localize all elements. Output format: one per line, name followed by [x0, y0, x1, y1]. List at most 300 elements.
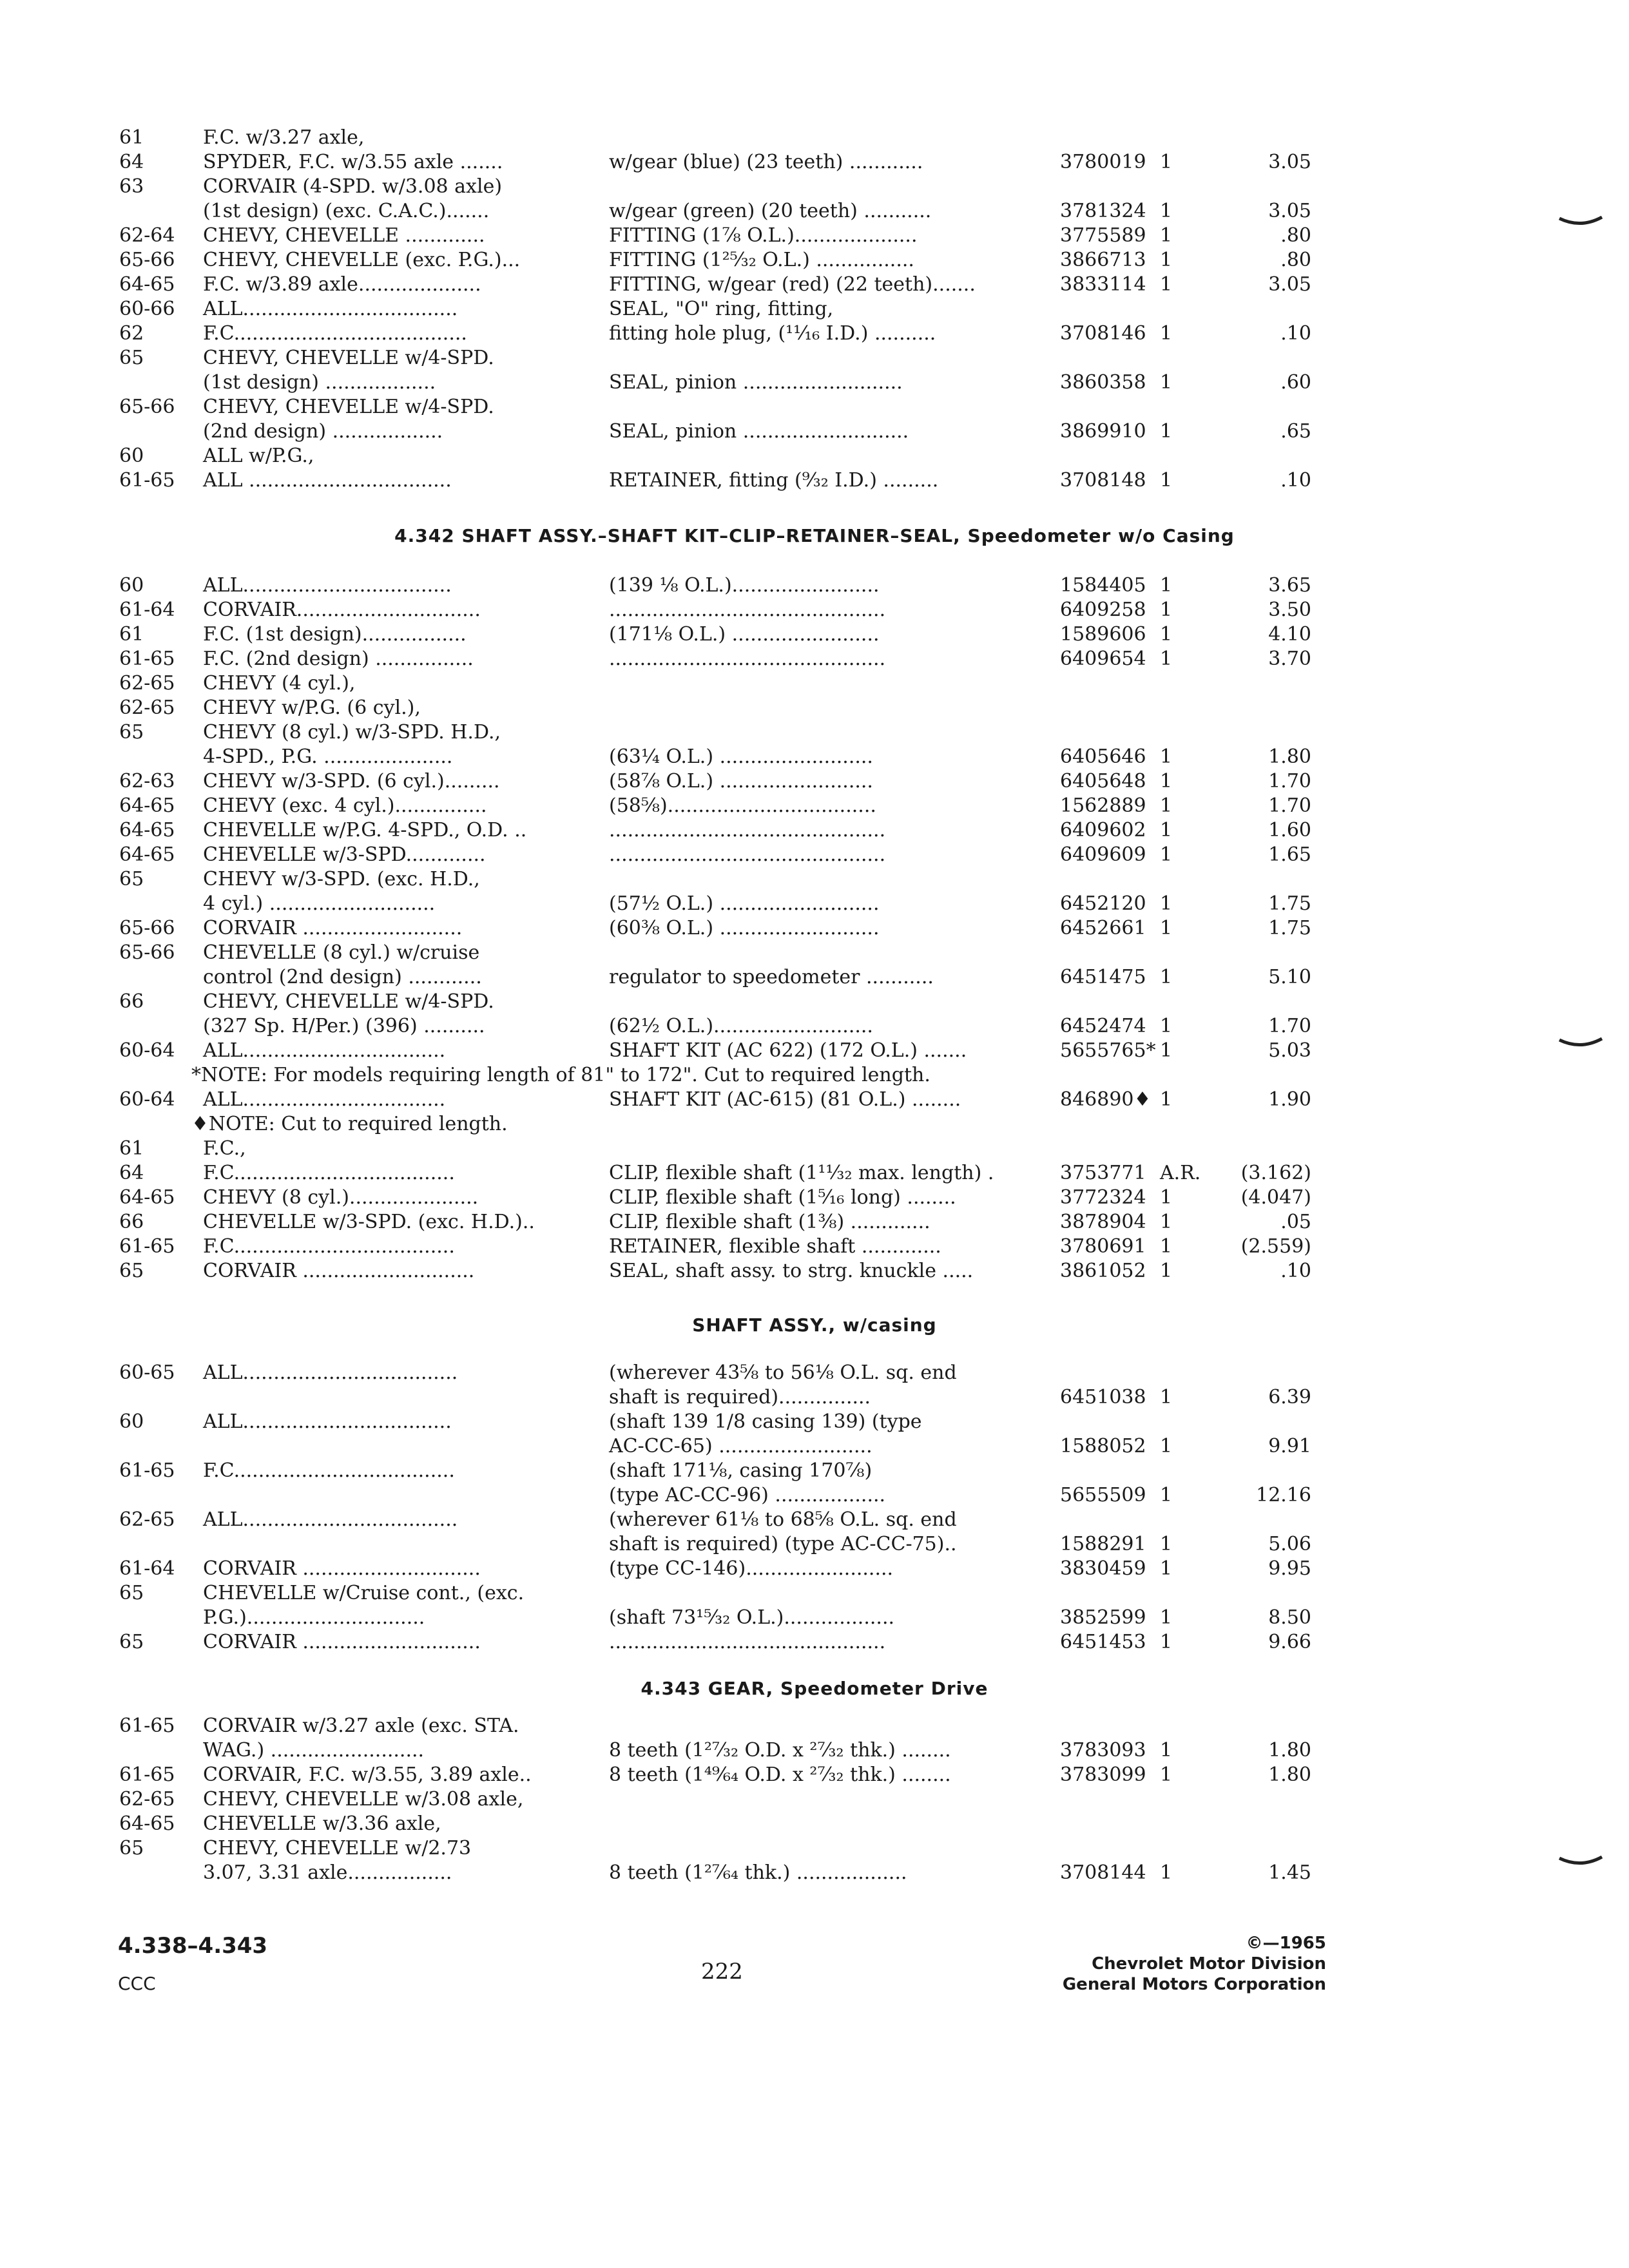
- model-name: CORVAIR..............................: [203, 599, 481, 621]
- table-row: [119, 941, 1279, 965]
- part-description: regulator to speedometer ...........: [609, 966, 934, 988]
- table-row: [119, 916, 1311, 941]
- table-row: [119, 419, 1311, 444]
- table-row: [119, 818, 1311, 843]
- table-row: [119, 1259, 1311, 1283]
- list-price: 8.50: [1268, 1606, 1311, 1629]
- model-year: 61-65: [119, 1763, 175, 1786]
- gear-section: [119, 1714, 1311, 1885]
- table-row: [119, 892, 1311, 916]
- table-row: [119, 1532, 1311, 1557]
- table-row: [119, 199, 1311, 224]
- part-description: AC-CC-65) .........................: [609, 1435, 872, 1457]
- table-row: [119, 1410, 1279, 1434]
- model-year: 64-65: [119, 273, 175, 296]
- part-number: 3708146: [1060, 322, 1146, 345]
- quantity: 1: [1160, 200, 1173, 222]
- model-name: F.C....................................: [203, 1459, 455, 1482]
- quantity: 1: [1160, 966, 1173, 988]
- part-description: CLIP, flexible shaft (1¹¹⁄₃₂ max. length) .: [609, 1162, 994, 1184]
- quantity: 1: [1160, 794, 1173, 817]
- part-description: w/gear (green) (20 teeth) ...........: [609, 200, 932, 222]
- model-name: P.G.).............................: [203, 1606, 425, 1629]
- model-year: 64: [119, 1162, 144, 1184]
- part-description: (139 ⅛ O.L.)........................: [609, 574, 880, 597]
- part-number: 6405646: [1060, 745, 1146, 768]
- part-description: SEAL, pinion ...........................: [609, 420, 909, 443]
- note-line: ♦NOTE: Cut to required length.: [191, 1113, 508, 1135]
- list-price: 1.80: [1268, 1763, 1311, 1786]
- part-description: .............................................: [609, 599, 886, 621]
- part-description: (wherever 61⅛ to 68⅝ O.L. sq. end: [609, 1508, 957, 1531]
- quantity: 1: [1160, 1533, 1173, 1555]
- quantity: 1: [1160, 1631, 1173, 1653]
- part-description: (62½ O.L.)..........................: [609, 1015, 873, 1037]
- part-number: 3852599: [1060, 1606, 1146, 1629]
- quantity: 1: [1160, 1557, 1173, 1580]
- model-name: (1st design) (exc. C.A.C.).......: [203, 200, 490, 222]
- part-number: 3783093: [1060, 1739, 1146, 1762]
- model-year: 65-66: [119, 917, 175, 939]
- model-name: CORVAIR .............................: [203, 1557, 481, 1580]
- quantity: 1: [1160, 371, 1173, 394]
- model-year: 61-65: [119, 1459, 175, 1482]
- model-name: CHEVY (8 cyl.).....................: [203, 1186, 479, 1209]
- model-year: 61-65: [119, 469, 175, 492]
- model-year: 66: [119, 990, 144, 1013]
- model-name: 4-SPD., P.G. .....................: [203, 745, 453, 768]
- model-year: 65: [119, 1837, 144, 1860]
- part-number: 3772324: [1060, 1186, 1146, 1209]
- part-number: 6451453: [1060, 1631, 1146, 1653]
- model-year: 60: [119, 445, 144, 467]
- model-year: 62-64: [119, 224, 175, 247]
- quantity: 1: [1160, 151, 1173, 173]
- list-price: .80: [1280, 224, 1311, 247]
- model-name: CHEVY, CHEVELLE w/3.08 axle,: [203, 1788, 524, 1811]
- list-price: .80: [1280, 249, 1311, 271]
- footer-corporation: General Motors Corporation: [1062, 1975, 1326, 1994]
- list-price: 1.65: [1268, 843, 1311, 866]
- model-name: CHEVELLE (8 cyl.) w/cruise: [203, 941, 480, 964]
- part-description: 8 teeth (1⁴⁹⁄₆₄ O.D. x ²⁷⁄₃₂ thk.) ........: [609, 1763, 951, 1786]
- list-price: .10: [1280, 1260, 1311, 1282]
- part-description: 8 teeth (1²⁷⁄₆₄ thk.) ..................: [609, 1861, 907, 1884]
- model-name: CORVAIR ..........................: [203, 917, 463, 939]
- list-price: 1.80: [1268, 745, 1311, 768]
- model-name: ALL .................................: [203, 469, 452, 492]
- model-year: 61: [119, 623, 144, 646]
- part-description: SHAFT KIT (AC-615) (81 O.L.) ........: [609, 1088, 961, 1111]
- table-row: [119, 322, 1311, 346]
- part-description: SEAL, pinion ..........................: [609, 371, 903, 394]
- model-name: (2nd design) ..................: [203, 420, 443, 443]
- model-name: F.C. w/3.89 axle....................: [203, 273, 481, 296]
- part-description: (type CC-146)........................: [609, 1557, 894, 1580]
- table-row: [119, 1763, 1311, 1787]
- quantity: 1: [1160, 249, 1173, 271]
- table-row: [119, 598, 1311, 622]
- model-year: 65-66: [119, 249, 175, 271]
- table-row: [119, 720, 1279, 745]
- table-row: [119, 224, 1311, 248]
- part-description: (57½ O.L.) ..........................: [609, 892, 880, 915]
- list-price: 12.16: [1256, 1484, 1311, 1506]
- model-name: CHEVELLE w/3-SPD.............: [203, 843, 486, 866]
- list-price: .65: [1280, 420, 1311, 443]
- table-row: [119, 1557, 1311, 1581]
- list-price: 5.10: [1268, 966, 1311, 988]
- model-name: F.C.,: [203, 1137, 246, 1160]
- table-row: [119, 1088, 1311, 1112]
- model-year: 62-63: [119, 770, 175, 793]
- footer-section-range: 4.338–4.343: [118, 1933, 268, 1959]
- list-price: 3.05: [1268, 151, 1311, 173]
- table-row: [119, 1361, 1279, 1385]
- table-row: [119, 297, 1279, 322]
- footer-code: CCC: [118, 1973, 156, 1994]
- part-number: 3753771: [1060, 1162, 1146, 1184]
- part-number: 3860358: [1060, 371, 1146, 394]
- quantity: 1: [1160, 1739, 1173, 1762]
- part-description: fitting hole plug, (¹¹⁄₁₆ I.D.) ..........: [609, 322, 936, 345]
- punch-mark: [1558, 216, 1603, 229]
- part-number: 3781324: [1060, 200, 1146, 222]
- list-price: .05: [1280, 1211, 1311, 1233]
- table-row: [119, 867, 1279, 892]
- section-heading-shaft-casing: SHAFT ASSY., w/casing: [692, 1314, 937, 1336]
- part-description: .............................................: [609, 843, 886, 866]
- table-row: [119, 126, 1279, 150]
- model-year: 66: [119, 1211, 144, 1233]
- model-name: CHEVY, CHEVELLE (exc. P.G.)...: [203, 249, 521, 271]
- part-number: 1589606: [1060, 623, 1146, 646]
- model-name: CORVAIR (4-SPD. w/3.08 axle): [203, 175, 503, 198]
- model-year: 60-66: [119, 298, 175, 320]
- model-name: CHEVY (exc. 4 cyl.)...............: [203, 794, 487, 817]
- model-name: CORVAIR, F.C. w/3.55, 3.89 axle..: [203, 1763, 532, 1786]
- part-description: (shaft 139 1/8 casing 139) (type: [609, 1410, 922, 1433]
- note-line: *NOTE: For models requiring length of 81" to 172". Cut to required length.: [191, 1064, 930, 1086]
- list-price: 1.80: [1268, 1739, 1311, 1762]
- table-row: [119, 1714, 1279, 1738]
- model-name: CHEVY, CHEVELLE .............: [203, 224, 485, 247]
- part-number: 3780691: [1060, 1235, 1146, 1258]
- table-row: [119, 273, 1311, 297]
- table-row: [119, 769, 1311, 794]
- part-number: 6409602: [1060, 819, 1146, 841]
- list-price: 1.75: [1268, 892, 1311, 915]
- quantity: 1: [1160, 1861, 1173, 1884]
- part-number: 6451475: [1060, 966, 1146, 988]
- list-price: 1.70: [1268, 770, 1311, 793]
- page-number: 222: [701, 1959, 743, 1984]
- part-number: 5655765*: [1060, 1039, 1156, 1062]
- part-number: 6451038: [1060, 1386, 1146, 1408]
- model-name: ALL w/P.G.,: [203, 445, 314, 467]
- table-row: [119, 1812, 1279, 1836]
- list-price: 3.05: [1268, 273, 1311, 296]
- table-row: [119, 1186, 1311, 1210]
- part-number: 6405648: [1060, 770, 1146, 793]
- quantity: 1: [1160, 892, 1173, 915]
- model-year: 61-65: [119, 1235, 175, 1258]
- quantity: 1: [1160, 574, 1173, 597]
- model-year: 64-65: [119, 1812, 175, 1835]
- model-name: ALL..................................: [203, 574, 452, 597]
- part-number: 3775589: [1060, 224, 1146, 247]
- part-description: FITTING (1⅞ O.L.)....................: [609, 224, 918, 247]
- part-number: 3878904: [1060, 1211, 1146, 1233]
- part-description: CLIP, flexible shaft (1⁵⁄₁₆ long) ........: [609, 1186, 956, 1209]
- part-description: SHAFT KIT (AC 622) (172 O.L.) .......: [609, 1039, 967, 1062]
- quantity: 1: [1160, 648, 1173, 670]
- quantity: 1: [1160, 1260, 1173, 1282]
- table-row: [119, 1385, 1311, 1410]
- list-price: 6.39: [1268, 1386, 1311, 1408]
- model-year: 62-65: [119, 1508, 175, 1531]
- quantity: 1: [1160, 770, 1173, 793]
- model-name: CHEVELLE w/P.G. 4-SPD., O.D. ..: [203, 819, 527, 841]
- part-description: RETAINER, fitting (⁹⁄₃₂ I.D.) .........: [609, 469, 939, 492]
- model-name: 4 cyl.) ...........................: [203, 892, 436, 915]
- quantity: 1: [1160, 819, 1173, 841]
- part-number: 1588052: [1060, 1435, 1146, 1457]
- table-row: [119, 346, 1279, 370]
- table-row: [119, 1235, 1311, 1259]
- quantity: 1: [1160, 843, 1173, 866]
- quantity: 1: [1160, 1186, 1173, 1209]
- quantity: 1: [1160, 322, 1173, 345]
- model-name: CHEVY, CHEVELLE w/2.73: [203, 1837, 472, 1860]
- quantity: 1: [1160, 1763, 1173, 1786]
- quantity: 1: [1160, 1435, 1173, 1457]
- table-row: [119, 370, 1311, 395]
- part-number: 1584405: [1060, 574, 1146, 597]
- part-description: .............................................: [609, 648, 886, 670]
- model-year: 64-65: [119, 1186, 175, 1209]
- part-description: RETAINER, flexible shaft .............: [609, 1235, 941, 1258]
- list-price: (3.162): [1240, 1162, 1311, 1184]
- table-row: [119, 965, 1311, 990]
- shaft-casing-section: [119, 1361, 1311, 1655]
- model-name: CHEVY, CHEVELLE w/4-SPD.: [203, 990, 494, 1013]
- table-row: [119, 745, 1311, 769]
- list-price: 4.10: [1268, 623, 1311, 646]
- part-number: 3869910: [1060, 420, 1146, 443]
- list-price: (4.047): [1240, 1186, 1311, 1209]
- list-price: (2.559): [1240, 1235, 1311, 1258]
- part-number: 6409654: [1060, 648, 1146, 670]
- table-row: [119, 1483, 1311, 1508]
- quantity: 1: [1160, 224, 1173, 247]
- model-year: 61: [119, 1137, 144, 1160]
- table-row: [119, 468, 1311, 493]
- part-number: 5655509: [1060, 1484, 1146, 1506]
- model-name: CHEVY, CHEVELLE w/4-SPD.: [203, 347, 494, 369]
- model-name: CHEVELLE w/Cruise cont., (exc.: [203, 1582, 525, 1604]
- list-price: .10: [1280, 469, 1311, 492]
- part-description: FITTING (1²⁵⁄₃₂ O.L.) ................: [609, 249, 914, 271]
- list-price: 1.70: [1268, 794, 1311, 817]
- part-number: 1562889: [1060, 794, 1146, 817]
- model-year: 65: [119, 347, 144, 369]
- quantity: 1: [1160, 745, 1173, 768]
- model-name: ALL..................................: [203, 1410, 452, 1433]
- quantity: 1: [1160, 420, 1173, 443]
- quantity: 1: [1160, 1039, 1173, 1062]
- part-description: (63¼ O.L.) .........................: [609, 745, 873, 768]
- part-description: (58⅝)..................................: [609, 794, 876, 817]
- table-row: [119, 573, 1311, 598]
- list-price: 5.06: [1268, 1533, 1311, 1555]
- quantity: 1: [1160, 1015, 1173, 1037]
- part-number: 3780019: [1060, 151, 1146, 173]
- table-row: [119, 444, 1279, 468]
- model-name: CHEVY (4 cyl.),: [203, 672, 356, 695]
- model-year: 61-64: [119, 1557, 175, 1580]
- section-heading-4-342: 4.342 SHAFT ASSY.–SHAFT KIT–CLIP–RETAINER–SEAL, Speedometer w/o Casing: [394, 525, 1235, 546]
- model-name: CHEVY w/3-SPD. (6 cyl.).........: [203, 770, 500, 793]
- model-year: 64-65: [119, 819, 175, 841]
- table-row: [119, 1836, 1279, 1861]
- model-year: 64: [119, 151, 144, 173]
- table-row: [119, 1459, 1279, 1483]
- table-row: [119, 843, 1311, 867]
- model-name: (1st design) ..................: [203, 371, 436, 394]
- list-price: 1.60: [1268, 819, 1311, 841]
- list-price: 1.45: [1268, 1861, 1311, 1884]
- part-description: (type AC-CC-96) ..................: [609, 1484, 886, 1506]
- model-year: 64-65: [119, 843, 175, 866]
- table-row: [119, 794, 1311, 818]
- table-row: [119, 1738, 1311, 1763]
- table-row: [119, 1161, 1311, 1186]
- list-price: 3.05: [1268, 200, 1311, 222]
- section-heading-4-343: 4.343 GEAR, Speedometer Drive: [641, 1678, 988, 1699]
- model-year: 60-65: [119, 1361, 175, 1384]
- fittings-section: [119, 126, 1311, 493]
- table-row: [119, 1861, 1311, 1885]
- model-year: 65-66: [119, 941, 175, 964]
- part-description: (shaft 171⅛, casing 170⅞): [609, 1459, 872, 1482]
- list-price: 9.66: [1268, 1631, 1311, 1653]
- part-description: (171⅛ O.L.) ........................: [609, 623, 880, 646]
- model-name: F.C....................................: [203, 1162, 455, 1184]
- table-row: [119, 671, 1279, 696]
- model-name: CHEVY (8 cyl.) w/3-SPD. H.D.,: [203, 721, 501, 744]
- model-name: CHEVELLE w/3.36 axle,: [203, 1812, 441, 1835]
- model-name: WAG.) .........................: [203, 1739, 425, 1762]
- part-description: (shaft 73¹⁵⁄₃₂ O.L.)..................: [609, 1606, 895, 1629]
- model-year: 65: [119, 1260, 144, 1282]
- list-price: 9.91: [1268, 1435, 1311, 1457]
- part-description: SEAL, shaft assy. to strg. knuckle .....: [609, 1260, 974, 1282]
- part-number: 3708144: [1060, 1861, 1146, 1884]
- quantity: 1: [1160, 1088, 1173, 1111]
- punch-mark: [1558, 1856, 1603, 1869]
- model-name: (327 Sp. H/Per.) (396) ..........: [203, 1015, 485, 1037]
- table-row: [119, 1039, 1311, 1063]
- model-year: 64-65: [119, 794, 175, 817]
- table-row: [119, 1434, 1311, 1459]
- model-name: F.C....................................: [203, 1235, 455, 1258]
- model-year: 61-65: [119, 1715, 175, 1737]
- model-year: 62-65: [119, 1788, 175, 1811]
- model-year: 60-64: [119, 1088, 175, 1111]
- part-description: 8 teeth (1²⁷⁄₃₂ O.D. x ²⁷⁄₃₂ thk.) ........: [609, 1739, 951, 1762]
- part-number: 3783099: [1060, 1763, 1146, 1786]
- model-name: CHEVY, CHEVELLE w/4-SPD.: [203, 396, 494, 418]
- part-number: 6452661: [1060, 917, 1146, 939]
- table-row: [119, 696, 1279, 720]
- part-description: CLIP, flexible shaft (1⅜) .............: [609, 1211, 930, 1233]
- quantity: 1: [1160, 1606, 1173, 1629]
- table-row: [119, 1581, 1279, 1606]
- list-price: 3.70: [1268, 648, 1311, 670]
- quantity: 1: [1160, 1484, 1173, 1506]
- part-description: shaft is required) (type AC-CC-75)..: [609, 1533, 957, 1555]
- part-description: (60⅜ O.L.) ..........................: [609, 917, 880, 939]
- punch-mark: [1558, 1037, 1603, 1050]
- quantity: 1: [1160, 917, 1173, 939]
- part-number: 6452474: [1060, 1015, 1146, 1037]
- table-row: [119, 1508, 1279, 1532]
- table-row: [119, 1210, 1311, 1235]
- model-name: CORVAIR .............................: [203, 1631, 481, 1653]
- list-price: 9.95: [1268, 1557, 1311, 1580]
- list-price: .10: [1280, 322, 1311, 345]
- model-name: ALL...................................: [203, 298, 458, 320]
- model-year: 62-65: [119, 672, 175, 695]
- model-name: CHEVELLE w/3-SPD. (exc. H.D.)..: [203, 1211, 535, 1233]
- table-row: [119, 1787, 1279, 1812]
- part-number: 6409609: [1060, 843, 1146, 866]
- model-year: 63: [119, 175, 144, 198]
- list-price: 3.50: [1268, 599, 1311, 621]
- model-name: ALL.................................: [203, 1039, 446, 1062]
- table-row: [119, 175, 1279, 199]
- model-year: 61-64: [119, 599, 175, 621]
- model-year: 61-65: [119, 648, 175, 670]
- table-row: [119, 1606, 1311, 1630]
- part-description: (58⅞ O.L.) .........................: [609, 770, 873, 793]
- list-price: .60: [1280, 371, 1311, 394]
- list-price: 5.03: [1268, 1039, 1311, 1062]
- model-year: 62-65: [119, 697, 175, 719]
- quantity: A.R.: [1160, 1162, 1201, 1184]
- part-description: FITTING, w/gear (red) (22 teeth).......: [609, 273, 976, 296]
- table-row: [119, 1014, 1311, 1039]
- quantity: 1: [1160, 1386, 1173, 1408]
- model-name: CORVAIR w/3.27 axle (exc. STA.: [203, 1715, 519, 1737]
- model-year: 65: [119, 868, 144, 890]
- list-price: 1.90: [1268, 1088, 1311, 1111]
- table-row: [119, 990, 1279, 1014]
- table-row: [119, 248, 1311, 273]
- list-price: 1.75: [1268, 917, 1311, 939]
- table-row: [119, 1137, 1279, 1161]
- quantity: 1: [1160, 599, 1173, 621]
- model-year: 60: [119, 1410, 144, 1433]
- footer-publisher: [1063, 1933, 1326, 1995]
- footer-copyright: ©—1965: [1246, 1934, 1326, 1953]
- list-price: 1.70: [1268, 1015, 1311, 1037]
- part-number: 3708148: [1060, 469, 1146, 492]
- table-row: [119, 622, 1311, 647]
- list-price: 3.65: [1268, 574, 1311, 597]
- model-name: ALL...................................: [203, 1361, 458, 1384]
